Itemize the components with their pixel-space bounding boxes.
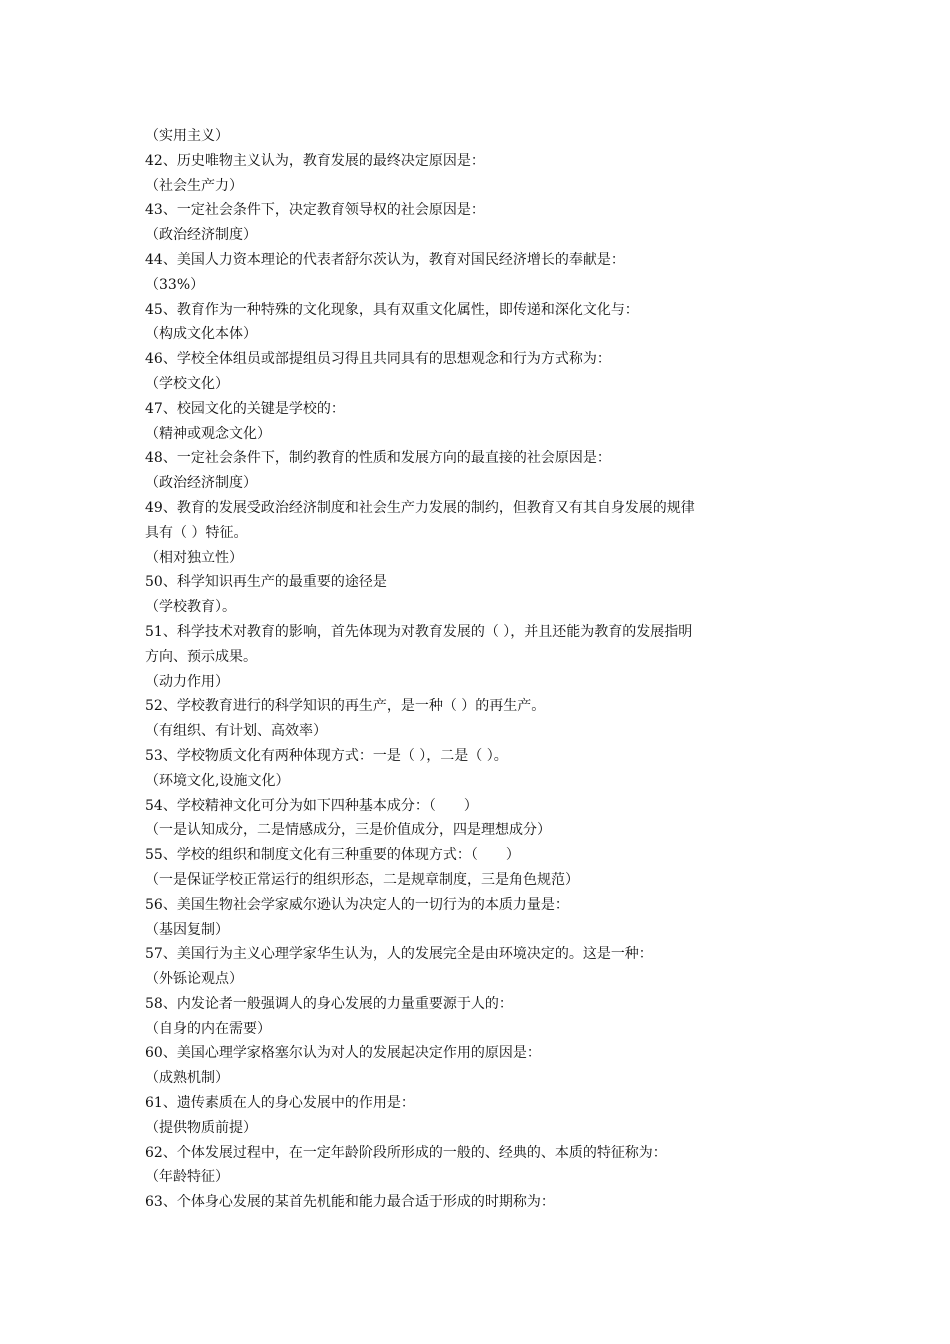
answer-line: （环境文化,设施文化） xyxy=(145,772,290,789)
document-page xyxy=(145,124,815,1215)
question-line: 52、学校教育进行的科学知识的再生产，是一种（ ）的再生产。 xyxy=(145,698,546,715)
answer-line: （实用主义） xyxy=(145,128,229,144)
question-line: 56、美国生物社会学家威尔逊认为决定人的一切行为的本质力量是： xyxy=(145,896,569,913)
answer-line: （精神或观念文化） xyxy=(145,425,271,442)
answer-line: （外铄论观点） xyxy=(145,971,243,988)
answer-line: （基因复制） xyxy=(145,921,229,938)
question-line: 63、个体身心发展的某首先机能和能力最合适于形成的时期称为： xyxy=(145,1194,555,1211)
answer-line: （33%） xyxy=(145,276,205,293)
answer-line: （政治经济制度） xyxy=(145,475,257,492)
answer-line: （提供物质前提） xyxy=(145,1119,257,1136)
answer-line: （构成文化本体） xyxy=(145,326,257,343)
answer-line: （一是认知成分，二是情感成分，三是价值成分，四是理想成分） xyxy=(145,822,551,839)
question-line: 51、科学技术对教育的影响，首先体现为对教育发展的（ ），并且还能为教育的发展指明 xyxy=(145,623,693,640)
question-line: 57、美国行为主义心理学家华生认为，人的发展完全是由环境决定的。这是一种： xyxy=(145,946,653,963)
question-line: 44、美国人力资本理论的代表者舒尔茨认为，教育对国民经济增长的奉献是： xyxy=(145,251,625,268)
answer-line: （学校教育）。 xyxy=(145,599,236,616)
question-line: 50、科学知识再生产的最重要的途径是 xyxy=(145,574,387,591)
question-line: 55、学校的组织和制度文化有三种重要的体现方式：（ ） xyxy=(145,847,520,864)
answer-line: （年龄特征） xyxy=(145,1169,229,1186)
answer-line: （学校文化） xyxy=(145,375,229,392)
question-line: 61、遗传素质在人的身心发展中的作用是： xyxy=(145,1095,415,1112)
question-line: 58、内发论者一般强调人的身心发展的力量重要源于人的： xyxy=(145,995,513,1012)
answer-line: （有组织、有计划、高效率） xyxy=(145,723,327,740)
answer-line: （一是保证学校正常运行的组织形态，二是规章制度，三是角色规范） xyxy=(145,871,579,888)
answer-line: （动力作用） xyxy=(145,673,229,690)
question-line: 49、教育的发展受政治经济制度和社会生产力发展的制约，但教育又有其自身发展的规律 xyxy=(145,499,695,516)
question-line: 42、历史唯物主义认为，教育发展的最终决定原因是： xyxy=(145,152,485,169)
question-line: 方向、预示成果。 xyxy=(145,648,257,665)
question-line: 46、学校全体组员或部提组员习得且共同具有的思想观念和行为方式称为： xyxy=(145,351,611,368)
answer-line: （政治经济制度） xyxy=(145,227,257,244)
answer-line: （自身的内在需要） xyxy=(145,1020,271,1037)
question-line: 43、一定社会条件下，决定教育领导权的社会原因是： xyxy=(145,202,485,219)
question-line: 53、学校物质文化有两种体现方式：一是（ ），二是（ ）。 xyxy=(145,747,508,764)
question-line: 48、一定社会条件下，制约教育的性质和发展方向的最直接的社会原因是： xyxy=(145,450,611,467)
question-line: 62、个体发展过程中，在一定年龄阶段所形成的一般的、经典的、本质的特征称为： xyxy=(145,1144,667,1161)
answer-line: （相对独立性） xyxy=(145,549,243,566)
answer-line: （社会生产力） xyxy=(145,177,243,194)
question-line: 54、学校精神文化可分为如下四种基本成分：（ ） xyxy=(145,797,478,814)
question-line: 具有（ ）特征。 xyxy=(145,524,248,541)
question-line: 47、校园文化的关键是学校的： xyxy=(145,400,345,417)
question-line: 60、美国心理学家格塞尔认为对人的发展起决定作用的原因是： xyxy=(145,1045,541,1062)
question-line: 45、教育作为一种特殊的文化现象，具有双重文化属性，即传递和深化文化与： xyxy=(145,301,639,318)
answer-line: （成熟机制） xyxy=(145,1070,229,1087)
